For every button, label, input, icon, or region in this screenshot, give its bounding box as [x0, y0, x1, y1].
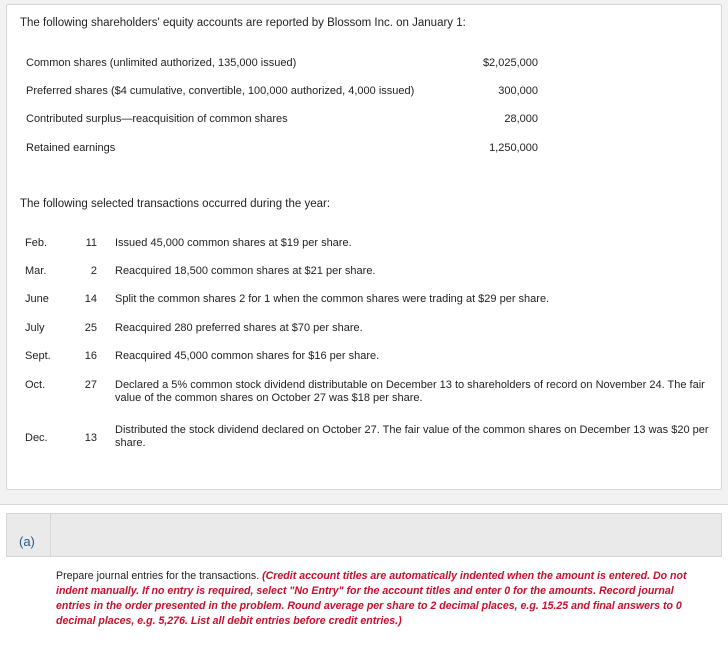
instructions-note: (Credit account titles are automatically indented when the amount is entered. Do not indent manually. If no entry is required, select "No Entry" for the account titles and enter 0 for the amounts. Record journal entries in the order presented in the problem. Round average per share to 2 decimal places, e.g. 15.25 and final answers to 0 decimal places, e.g. 5,276. List all debit entries before credit entries.) [56, 570, 687, 627]
problem-card [6, 4, 722, 490]
transaction-text: Distributed the stock dividend declared on October 27. The fair value of the common shares on December 13 was $20 per share. [115, 424, 709, 449]
transaction-day: 25 [84, 322, 97, 334]
transaction-month: July [25, 322, 45, 334]
part-label: (a) [19, 534, 35, 549]
account-value: 1,250,000 [489, 142, 538, 154]
intro-text: The following shareholders' equity accounts are reported by Blossom Inc. on January 1: [20, 17, 466, 29]
transaction-month: Mar. [25, 265, 47, 277]
account-value: 28,000 [504, 113, 538, 125]
transactions-intro: The following selected transactions occurred during the year: [20, 198, 331, 210]
account-label: Common shares (unlimited authorized, 135,000 issued) [26, 57, 297, 69]
transaction-month: June [25, 293, 49, 305]
account-row-retained-earnings [26, 142, 538, 156]
transaction-text: Reacquired 18,500 common shares at $21 per share. [115, 265, 376, 277]
transaction-day: 2 [90, 265, 97, 277]
transaction-text: Split the common shares 2 for 1 when the common shares were trading at $29 per share. [115, 293, 550, 305]
part-tab [6, 513, 50, 557]
account-row-contributed-surplus [26, 113, 538, 127]
transaction-text: Reacquired 45,000 common shares for $16 per share. [115, 350, 380, 362]
transaction-text: Reacquired 280 preferred shares at $70 per share. [115, 322, 363, 334]
account-row-preferred-shares [26, 85, 538, 99]
instructions [56, 569, 706, 629]
transaction-day: 27 [84, 379, 97, 391]
instructions-lead: Prepare journal entries for the transactions. [56, 570, 263, 582]
account-value: $2,025,000 [482, 57, 538, 69]
account-label: Contributed surplus—reacquisition of common shares [26, 113, 288, 125]
transaction-day: 14 [84, 293, 97, 305]
transaction-day: 16 [84, 350, 97, 362]
account-value: 300,000 [498, 85, 538, 97]
transaction-day: 13 [84, 432, 97, 444]
part-a-section [0, 504, 728, 646]
transaction-month: Feb. [25, 237, 48, 249]
transaction-month: Sept. [25, 350, 51, 362]
account-label: Preferred shares ($4 cumulative, convertible, 100,000 authorized, 4,000 issued) [26, 85, 415, 97]
account-row-common-shares [26, 57, 538, 71]
transaction-month: Dec. [25, 432, 48, 444]
transaction-text: Issued 45,000 common shares at $19 per share. [115, 237, 352, 249]
part-header-panel [50, 513, 722, 557]
account-label: Retained earnings [26, 142, 116, 154]
transaction-month: Oct. [25, 379, 46, 391]
transaction-text: Declared a 5% common stock dividend distributable on December 13 to shareholders of record on November 24. The fair value of the common shares on October 27 was $18 per share. [115, 379, 705, 404]
transaction-day: 11 [85, 237, 97, 249]
